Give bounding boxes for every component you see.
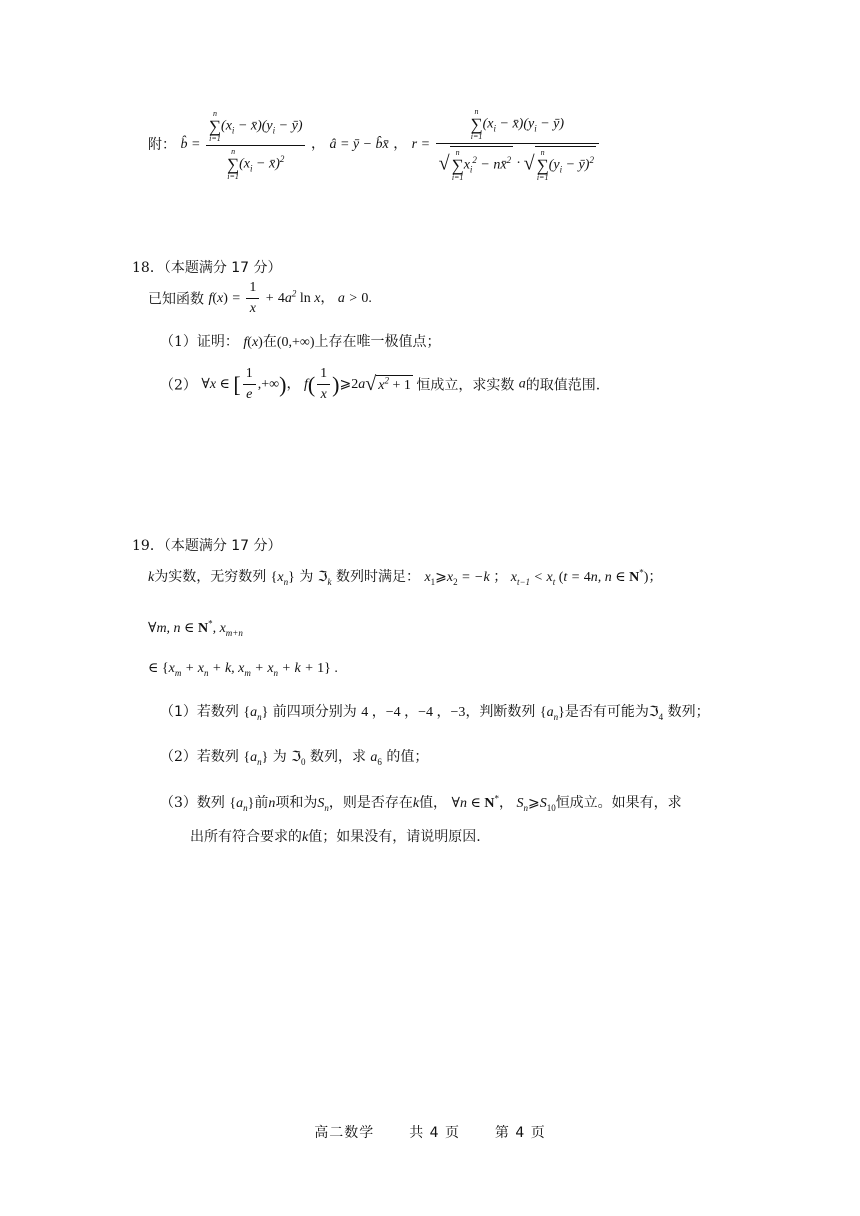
footer-total-pages: 共 4 页 — [409, 1125, 460, 1141]
q19-part3: （3）数列 $\{a_n\}$前n项和为$S_n$，则是否存在k值， ∀n ∈ N*， $S_n⩾S_{10}$恒成立。如果有，求 — [160, 793, 682, 813]
q18-part1: （1）证明： f(x)在(0,+∞)上存在唯一极值点； — [160, 334, 441, 350]
q19-condition-b: ∈ {$x_m + x_n + k$, $x_m + x_n + k + 1$} . — [148, 661, 338, 678]
q19-part2: （2）若数列 $\{a_n\}$ 为 ℑ$_0$ 数列，求 $a_6$ 的值； — [160, 749, 429, 767]
q19-intro: k为实数，无穷数列 $\{x_n\}$ 为 ℑ$_k$ 数列时满足： $x_1⩾x_2 = -k$ ； $x_{t-1} < x_t$ (t = 4n, n ∈ N*)； — [148, 567, 663, 587]
q18-points: （本题满分 17 分） — [163, 260, 282, 276]
q18-number: 18． — [132, 260, 164, 276]
q19-part1: （1）若数列 $\{a_n\}$ 前四项分别为 4 ，−4 ，−4 ，−3，判断数列 $\{a_n\}$是否有可能为ℑ$_4$ 数列； — [160, 704, 710, 722]
b-hat-formula: b̂ = n ∑ i=1 ($x_i$ − $x̄)(y_i$ − ȳ) n ∑ i=1 ($x_i$ − x̄)$^2$ — [180, 137, 311, 152]
q19-number: 19． — [132, 538, 164, 554]
regression-formulas: 附： b̂ = n ∑ i=1 ($x_i$ − $x̄)(y_i$ − ȳ) n ∑ i=1 ($x_i$ − x̄)$^2$ ， â = ȳ − b̂x̄ ， r = n ∑ i=1 ($x_i$ − $x̄)(y_i$ − ȳ) √ n ∑ i=1 $x_i^2$ − nx̄$^2$ · √ n ∑ i=1 ($y_i$ − ȳ)$^2$ — [148, 108, 601, 182]
q18-header — [132, 257, 282, 277]
r-formula: r = n ∑ i=1 ($x_i$ − $x̄)(y_i$ − ȳ) √ n ∑ i=1 $x_i^2$ − nx̄$^2$ · √ n ∑ i=1 ($y_i$ − ȳ)$^2$ — [412, 137, 601, 152]
q19-header — [132, 535, 282, 555]
a-hat-formula: â = ȳ − b̂x̄ — [329, 137, 389, 153]
q18-intro: 已知函数 f(x) = $\frac{1}{x}$ + $4a^2$ ln x， a > 0. — [148, 280, 372, 316]
footer-current-page: 第 4 页 — [494, 1125, 546, 1141]
q19-part3-cont: 出所有符合要求的k值；如果没有，请说明原因. — [190, 829, 481, 845]
formula-label: 附： — [148, 137, 176, 154]
q19-condition-a: ∀m, n ∈ N*, $x_{m+n}$ — [148, 618, 243, 638]
q19-points: （本题满分 17 分） — [163, 538, 282, 554]
q18-part2: （2） ∀x ∈ [ $\frac{1}{e}$ ,+∞)， f( $\frac{1}{x}$ )⩾2a√ $x^2 + 1$ 恒成立，求实数 a的取值范围. — [160, 366, 601, 402]
footer-subject: 高二数学 — [314, 1125, 375, 1141]
page-footer — [0, 1122, 860, 1142]
